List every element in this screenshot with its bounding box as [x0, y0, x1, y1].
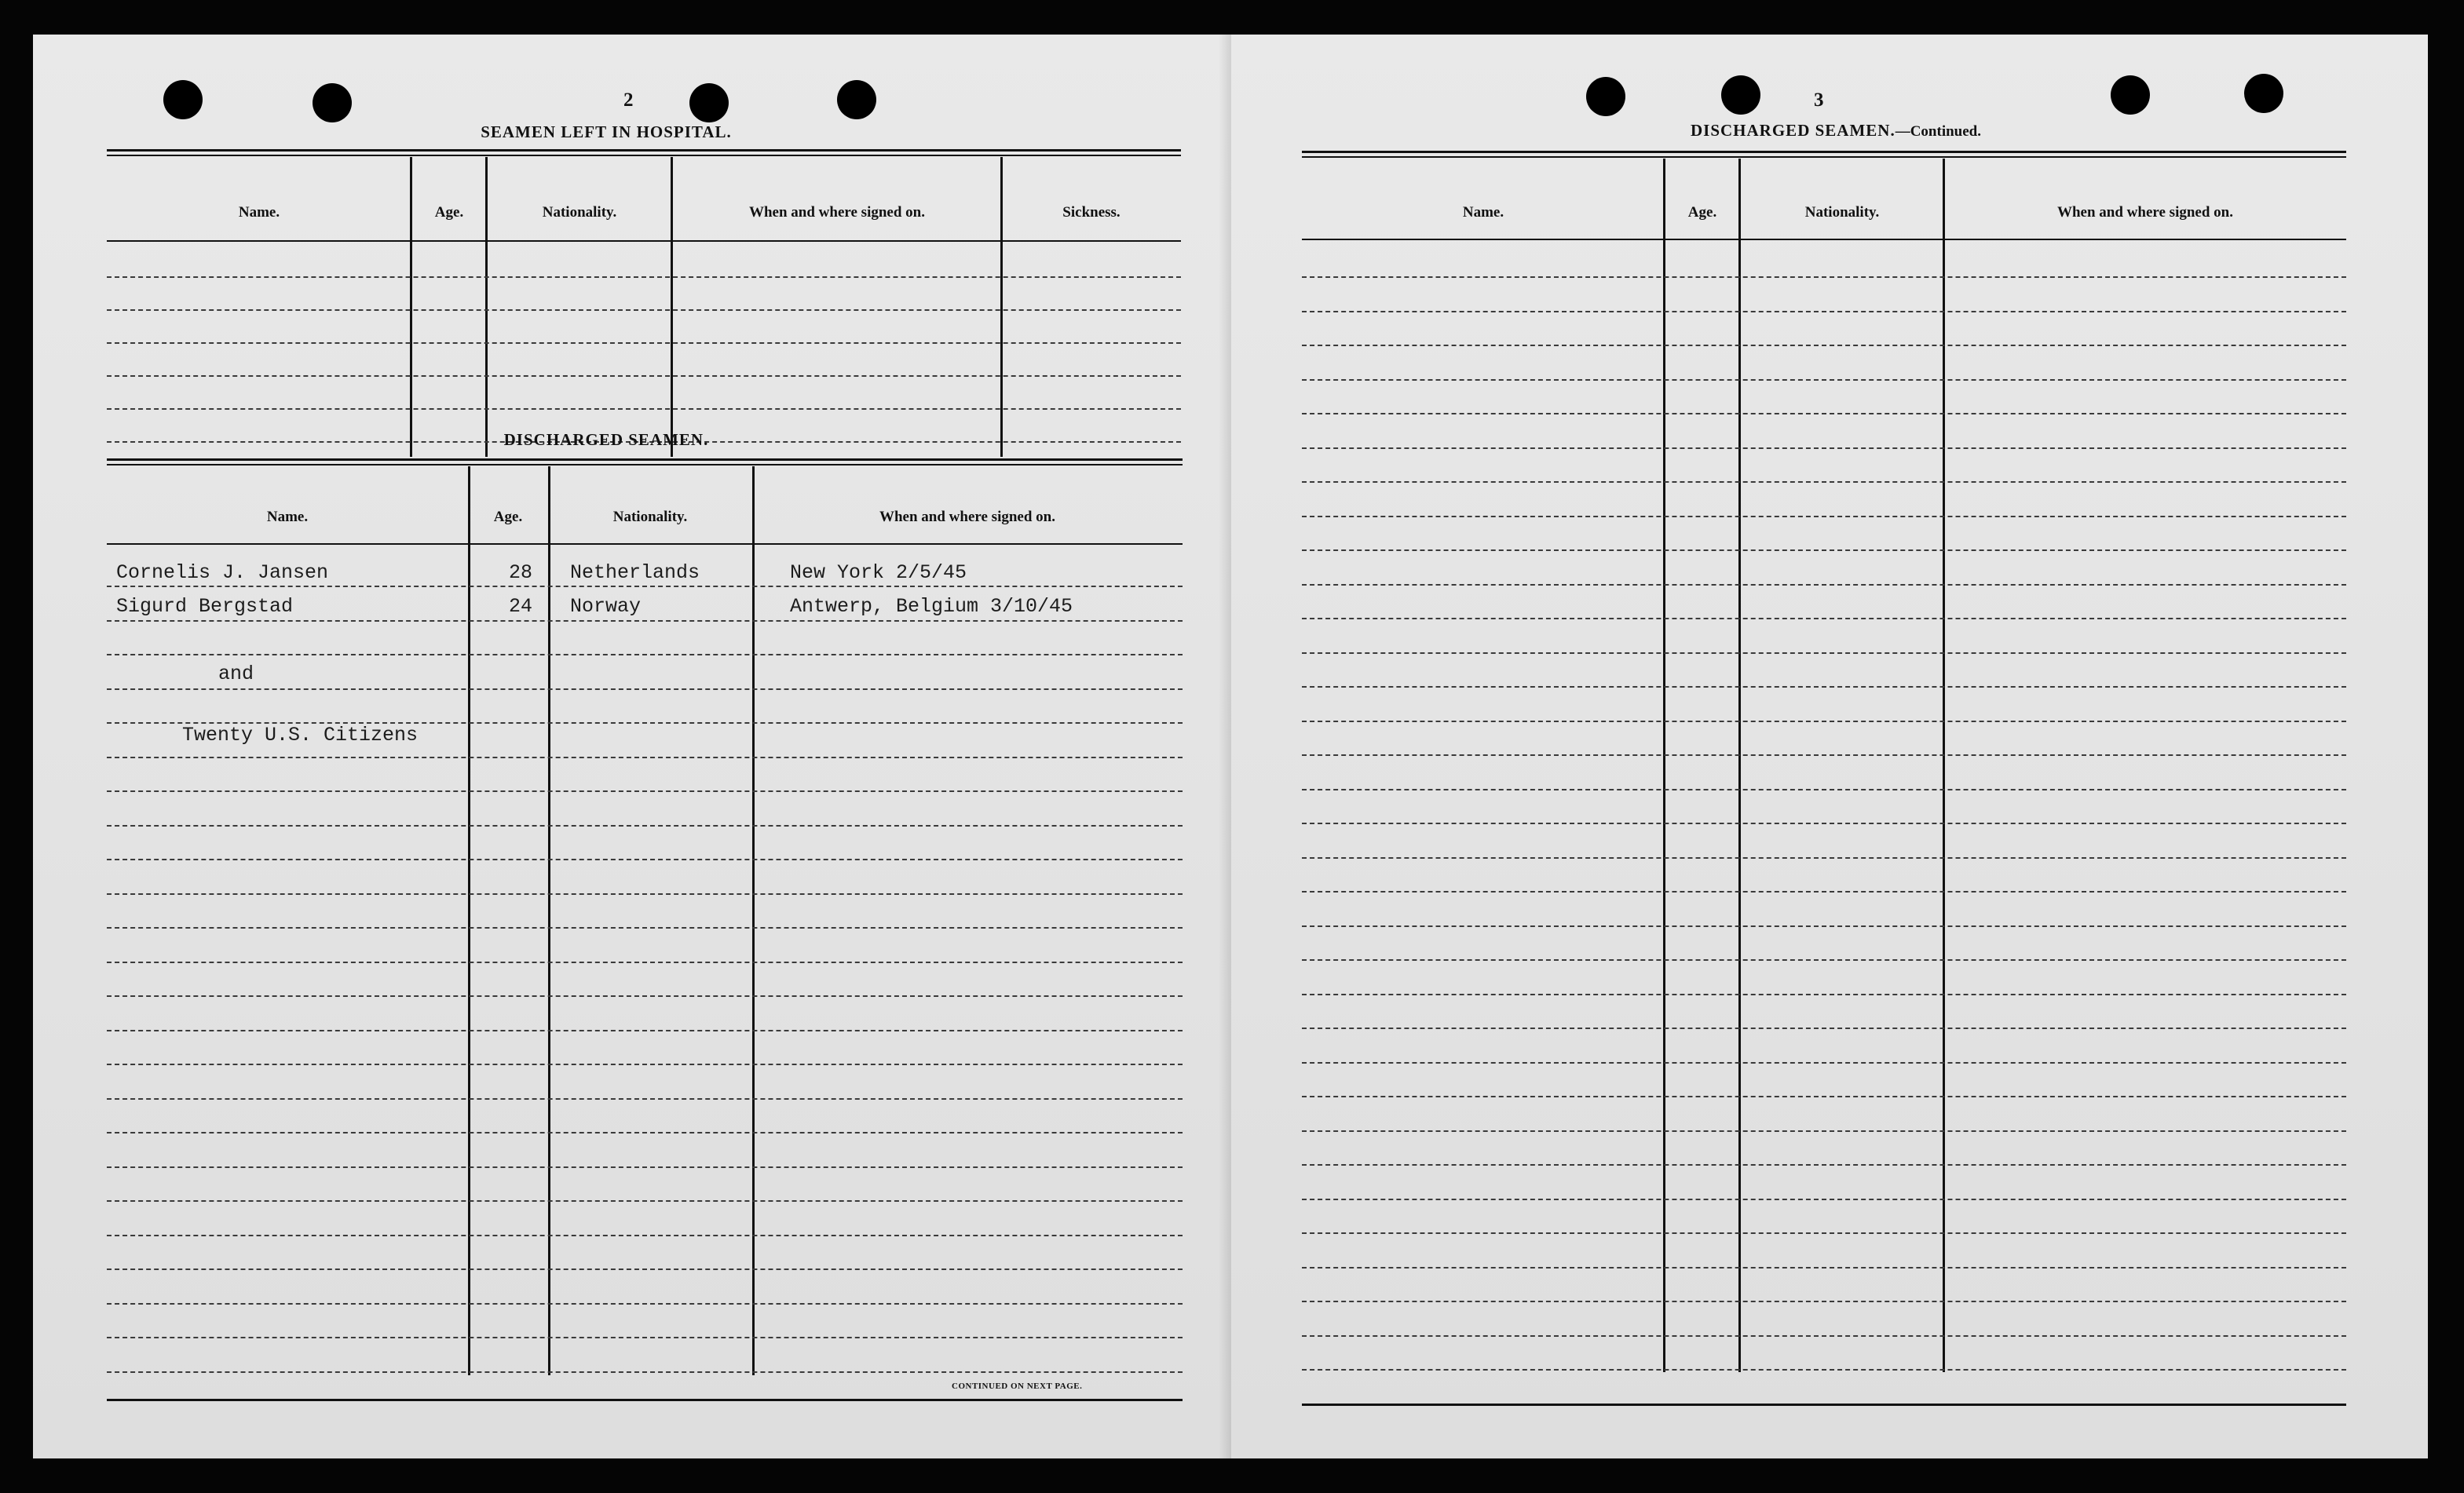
ruled-line	[107, 1371, 1183, 1373]
ruled-line	[107, 757, 1183, 758]
ruled-line	[1302, 549, 2346, 551]
ruled-line	[1302, 1130, 2346, 1132]
punch-hole	[837, 80, 876, 119]
punch-hole	[689, 83, 729, 122]
punch-hole	[313, 83, 352, 122]
ruled-line	[1302, 652, 2346, 654]
ruled-line	[1302, 1199, 2346, 1200]
discharged-section-title: DISCHARGED SEAMEN.	[503, 430, 709, 449]
ruled-line	[107, 1269, 1183, 1270]
title-suffix: —Continued.	[1895, 123, 1981, 140]
page-3	[1231, 35, 2428, 1458]
col-header-sickness: Sickness.	[1062, 204, 1120, 221]
ruled-line	[1302, 1232, 2346, 1234]
ruled-line	[1302, 516, 2346, 517]
seaman-signed-on: New York 2/5/45	[790, 561, 967, 584]
ruled-line	[1302, 379, 2346, 381]
col-header-name: Name.	[266, 509, 309, 525]
ruled-line	[107, 1200, 1183, 1202]
col-header-name: Name.	[1462, 204, 1504, 221]
ruled-line	[107, 276, 1181, 278]
ruled-line	[1302, 1267, 2346, 1269]
ruled-line	[107, 1030, 1183, 1031]
col-header-signed-on: When and where signed on.	[879, 509, 1055, 525]
ruled-line	[107, 1166, 1183, 1168]
punch-hole	[2244, 74, 2283, 113]
ruled-line	[107, 1303, 1183, 1305]
ruled-line	[1302, 584, 2346, 586]
seaman-name: Sigurd Bergstad	[116, 595, 294, 618]
ruled-line	[107, 342, 1181, 344]
seaman-nationality: Netherlands	[570, 561, 700, 584]
col-header-nationality: Nationality.	[612, 509, 688, 525]
ruled-line	[107, 654, 1183, 655]
col-header-nationality: Nationality.	[1804, 204, 1880, 221]
ruled-line	[1302, 481, 2346, 483]
discharged-continued-title	[1561, 121, 2111, 141]
punch-hole	[1721, 75, 1760, 115]
ruled-line	[107, 1337, 1183, 1338]
ruled-line	[107, 309, 1181, 311]
note-and: and	[218, 663, 254, 685]
punch-hole	[1586, 77, 1625, 116]
ruled-line	[1302, 1369, 2346, 1371]
ruled-line	[1302, 345, 2346, 346]
ruled-line	[1302, 754, 2346, 756]
ruled-line	[1302, 447, 2346, 449]
seaman-signed-on: Antwerp, Belgium 3/10/45	[790, 595, 1073, 618]
ruled-line	[1302, 1096, 2346, 1097]
ruled-line	[1302, 618, 2346, 619]
ruled-line	[107, 1132, 1183, 1133]
ruled-line	[107, 825, 1183, 827]
note-citizens: Twenty U.S. Citizens	[182, 724, 419, 746]
ruled-line	[107, 962, 1183, 963]
page-number: 3	[1814, 89, 1824, 111]
ruled-line	[107, 1064, 1183, 1065]
ruled-line	[107, 688, 1183, 690]
continued-note: CONTINUED ON NEXT PAGE.	[952, 1382, 1083, 1391]
seaman-nationality: Norway	[570, 595, 642, 618]
ruled-line	[107, 893, 1183, 895]
seaman-age: 24	[509, 595, 533, 618]
page-number: 2	[623, 89, 634, 111]
discharged-table	[107, 458, 1183, 1407]
col-header-signed-on: When and where signed on.	[2056, 204, 2233, 221]
punch-hole	[2111, 75, 2150, 115]
ruled-line	[1302, 1028, 2346, 1029]
hospital-table	[107, 149, 1181, 457]
ruled-line	[107, 1098, 1183, 1100]
ruled-line	[107, 722, 1183, 724]
ruled-line	[1302, 959, 2346, 961]
discharged-continued-table	[1302, 151, 2346, 1410]
col-header-age: Age.	[1687, 204, 1717, 221]
seaman-age: 28	[509, 561, 533, 584]
page-2	[33, 35, 1231, 1458]
ruled-line	[107, 859, 1183, 860]
col-header-name: Name.	[238, 204, 280, 221]
ruled-line	[1302, 413, 2346, 414]
col-header-age: Age.	[493, 509, 523, 525]
ruled-line	[1302, 1062, 2346, 1064]
title-text: DISCHARGED SEAMEN.	[1691, 121, 1896, 140]
ruled-line	[107, 790, 1183, 792]
ruled-line	[1302, 994, 2346, 995]
ruled-line	[1302, 1301, 2346, 1302]
ruled-line	[1302, 276, 2346, 278]
ruled-line	[107, 408, 1181, 410]
ruled-line	[1302, 789, 2346, 790]
ruled-line	[107, 620, 1183, 622]
ruled-line	[107, 995, 1183, 997]
ruled-line	[1302, 823, 2346, 824]
ruled-line	[1302, 721, 2346, 722]
ruled-line	[1302, 891, 2346, 893]
hospital-section-title: SEAMEN LEFT IN HOSPITAL.	[481, 122, 732, 141]
col-header-age: Age.	[434, 204, 464, 221]
ruled-line	[107, 375, 1181, 377]
ruled-line	[107, 586, 1183, 587]
punch-hole	[163, 80, 203, 119]
ruled-line	[1302, 686, 2346, 688]
ruled-line	[107, 1235, 1183, 1236]
seaman-name: Cornelis J. Jansen	[116, 561, 329, 584]
col-header-signed-on: When and where signed on.	[748, 204, 925, 221]
ruled-line	[1302, 1335, 2346, 1337]
ruled-line	[1302, 857, 2346, 859]
ruled-line	[1302, 311, 2346, 312]
col-header-nationality: Nationality.	[542, 204, 617, 221]
ruled-line	[1302, 1164, 2346, 1166]
ruled-line	[1302, 925, 2346, 927]
ruled-line	[107, 927, 1183, 929]
